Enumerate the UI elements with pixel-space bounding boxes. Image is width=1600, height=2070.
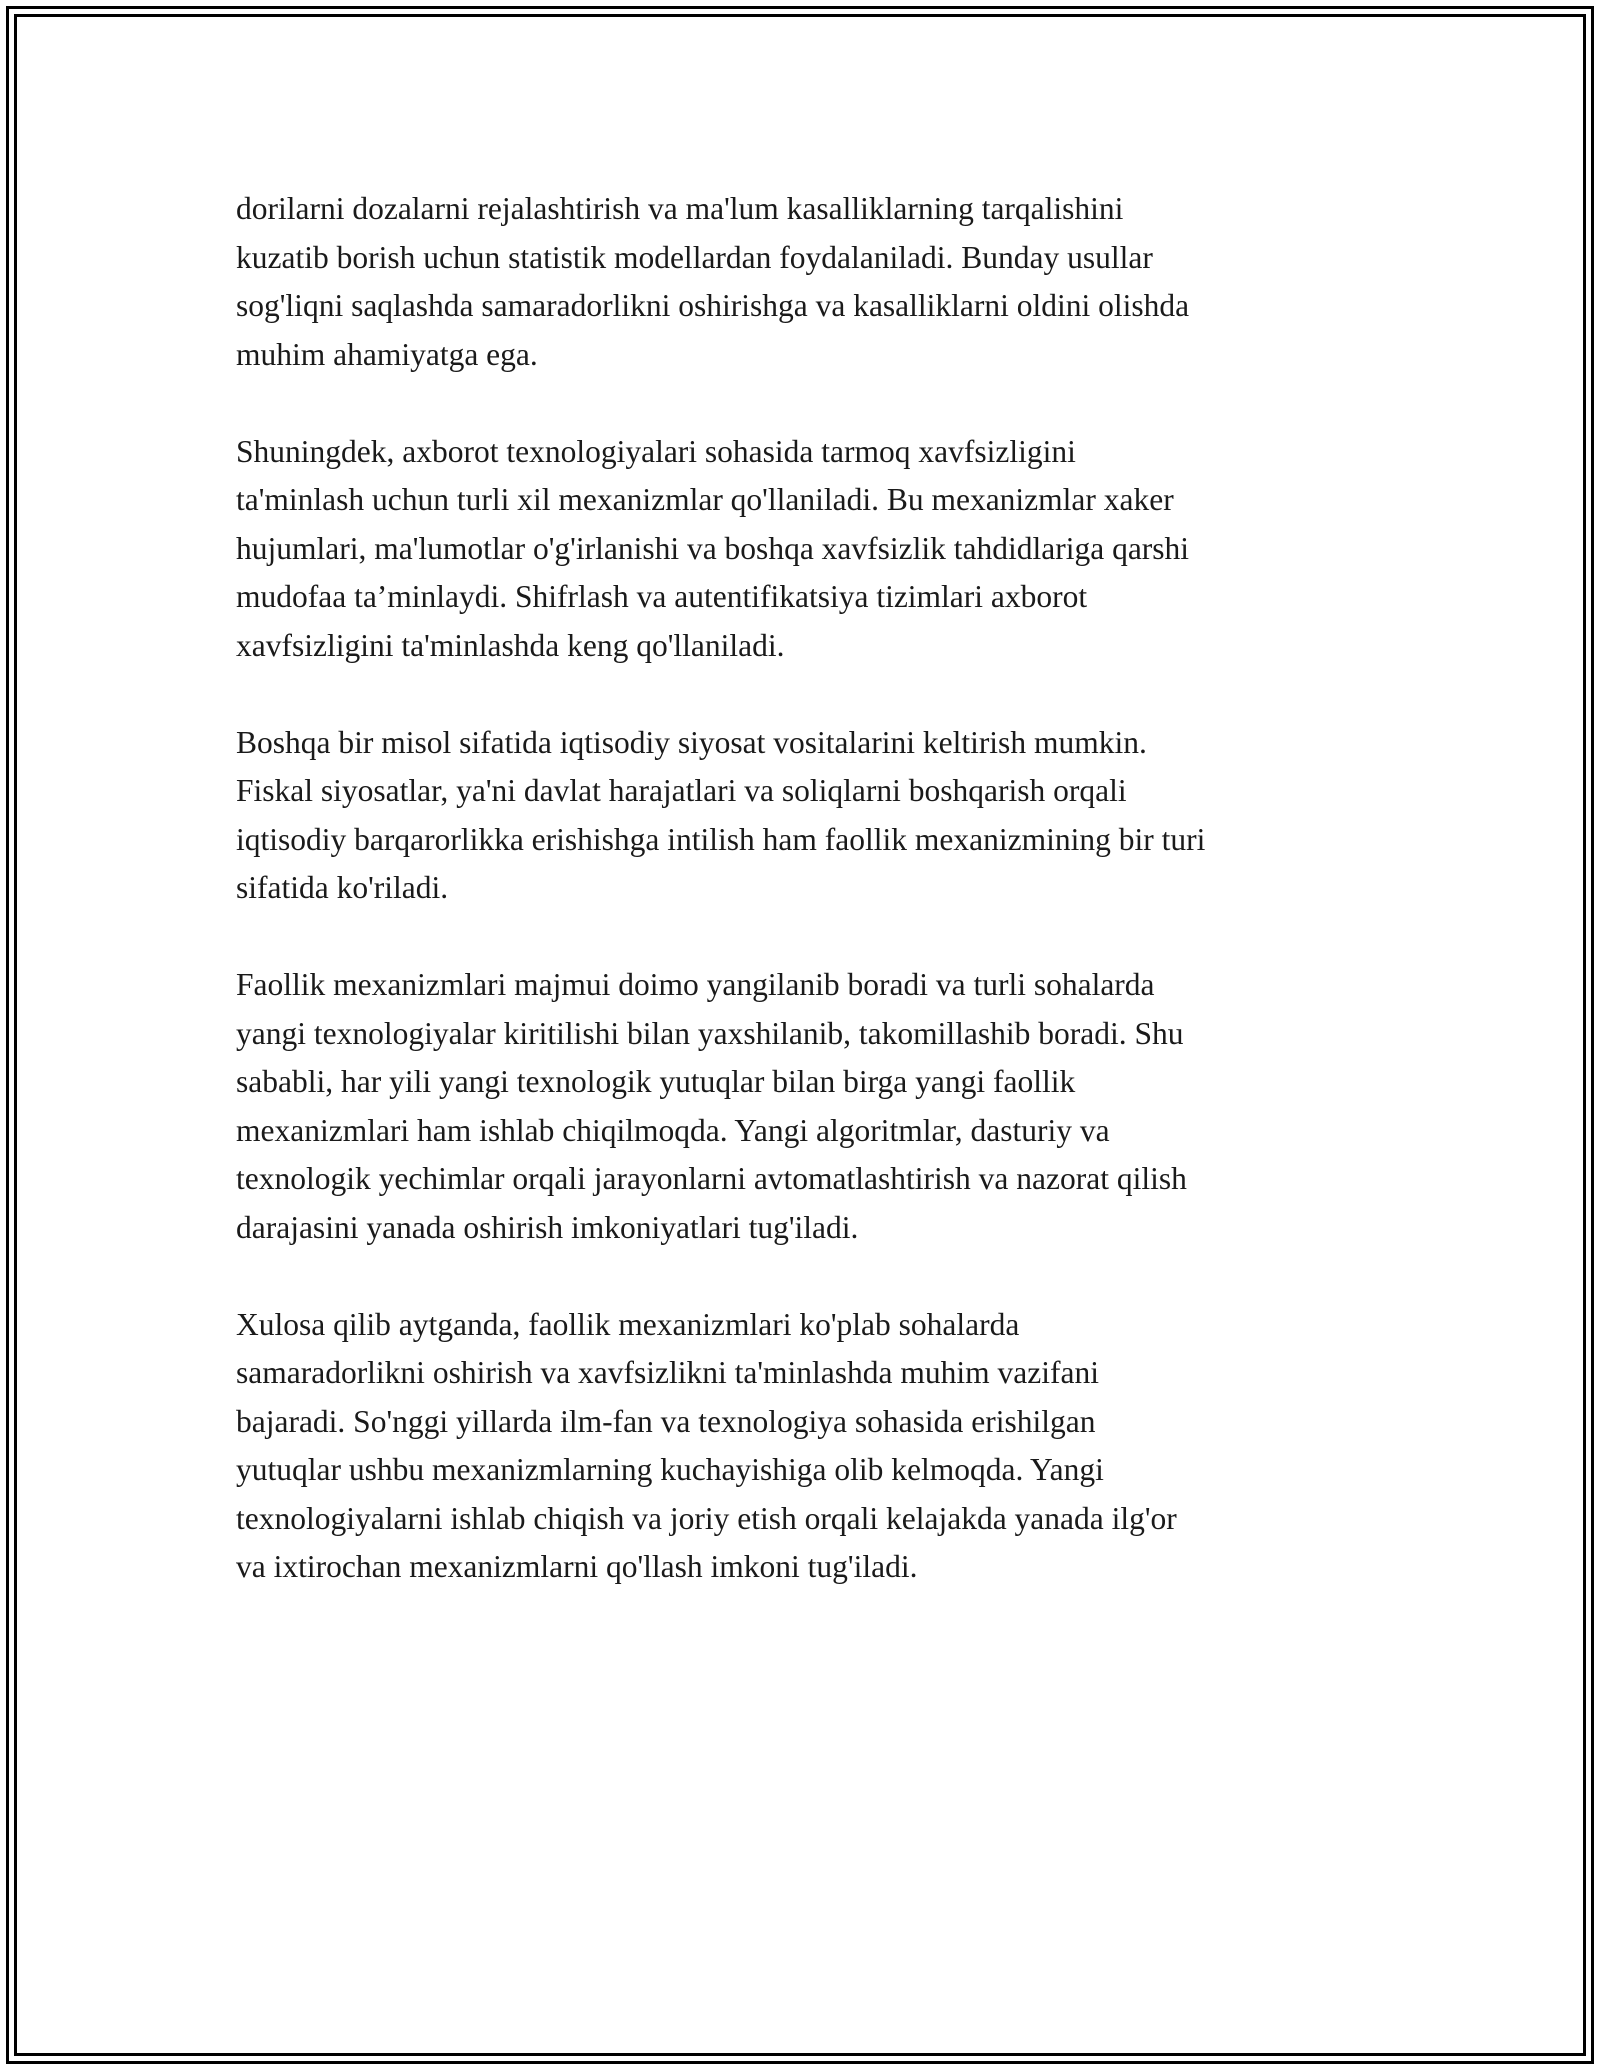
paragraph-1: dorilarni dozalarni rejalashtirish va ma'lum kasalliklarning tarqalishini kuzatib borish uchun statistik modellardan foydalaniladi. Bunday usullar sog'liqni saqlashda samaradorlikni oshirishga va kasalliklarni oldini olishda muhim ahamiyatga ega. (236, 191, 1190, 372)
document-body (236, 185, 1376, 1592)
paragraph-2: Shuningdek, axborot texnologiyalari sohasida tarmoq xavfsizligini ta'minlash uchun turli xil mexanizmlar qo'llaniladi. Bu mexanizmlar xaker hujumlari, ma'lumotlar o'g'irlanishi va boshqa xavfsizlik tahdidlariga qarshi mudofaa ta’minlaydi. Shifrlash va autentifikatsiya tizimlari axborot xavfsizligini ta'minlashda keng qo'llaniladi. (236, 433, 1190, 663)
paragraph-5: Xulosa qilib aytganda, faollik mexanizmlari ko'plab sohalarda samaradorlikni oshirish va xavfsizlikni ta'minlashda muhim vazifani bajaradi. So'nggi yillarda ilm-fan va texnologiya sohasida erishilgan yutuqlar ushbu mexanizmlarning kuchayishiga olib kelmoqda. Yangi texnologiyalarni ishlab chiqish va joriy etish orqali kelajakda yanada ilg'or va ixtirochan mexanizmlarni qo'llash imkoni tug'iladi. (236, 1306, 1177, 1584)
paragraph-4: Faollik mexanizmlari majmui doimo yangilanib boradi va turli sohalarda yangi texnologiyalar kiritilishi bilan yaxshilanib, takomillashib boradi. Shu sababli, har yili yangi texnologik yutuqlar bilan birga yangi faollik mexanizmlari ham ishlab chiqilmoqda. Yangi algoritmlar, dasturiy va texnologik yechimlar orqali jarayonlarni avtomatlashtirish va nazorat qilish darajasini yanada oshirish imkoniyatlari tug'iladi. (236, 967, 1187, 1245)
paragraph-3: Boshqa bir misol sifatida iqtisodiy siyosat vositalarini keltirish mumkin. Fiskal siyosatlar, ya'ni davlat harajatlari va soliqlarni boshqarish orqali iqtisodiy barqarorlikka erishishga intilish ham faollik mexanizmining bir turi sifatida ko'riladi. (236, 724, 1206, 905)
